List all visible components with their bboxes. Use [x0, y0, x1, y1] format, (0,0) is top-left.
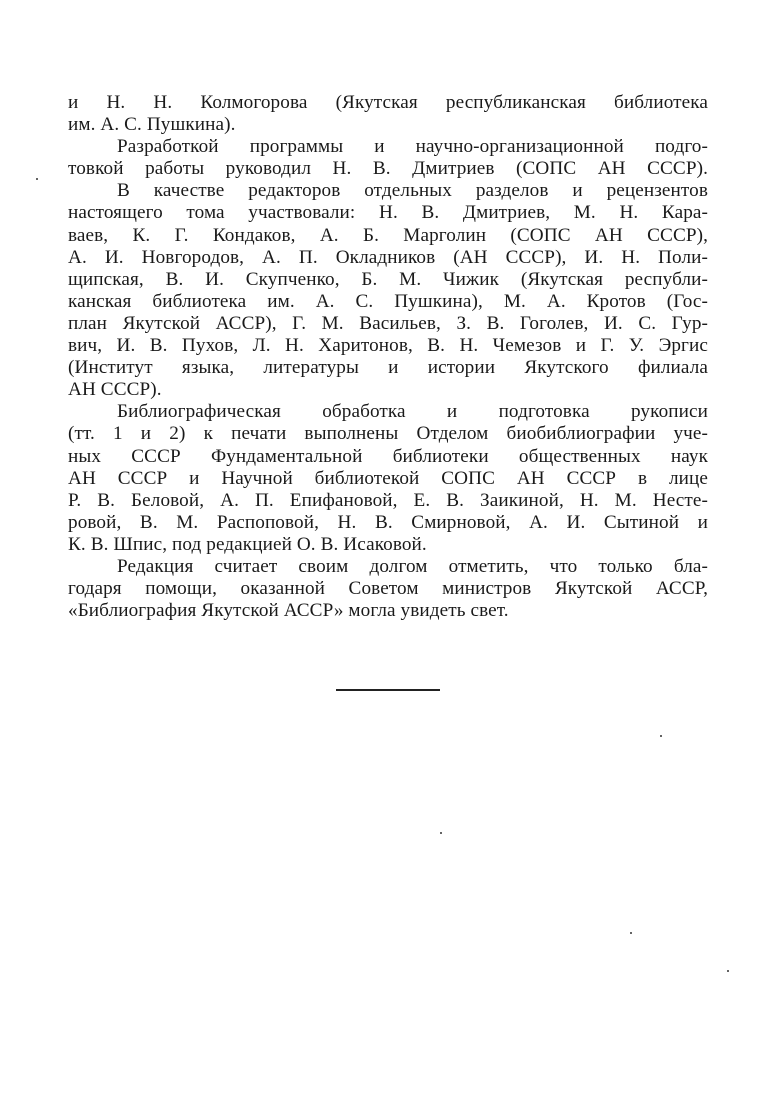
paper-speck: [660, 735, 662, 737]
text-line: щипская, В. И. Скупченко, Б. М. Чижик (Якутская республи-: [68, 268, 708, 290]
text-line: канская библиотека им. А. С. Пушкина), М. А. Кротов (Гос-: [68, 290, 708, 312]
text-line: и Н. Н. Колмогорова (Якутская республиканская библиотека: [68, 92, 708, 113]
text-line: Редакция считает своим долгом отметить, что только бла-: [117, 555, 708, 577]
text-line: план Якутской АССР), Г. М. Васильев, З. В. Гоголев, И. С. Гур-: [68, 312, 708, 334]
paper-speck: [36, 178, 38, 180]
page-text: [68, 92, 708, 622]
text-line: настоящего тома участвовали: Н. В. Дмитриев, М. Н. Кара-: [68, 202, 708, 224]
paragraph-continuation: [68, 92, 708, 136]
paragraph-program-development: [68, 136, 708, 180]
text-line: АН СССР и Научной библиотекой СОПС АН СССР в лице: [68, 467, 708, 489]
paper-speck: [727, 970, 729, 972]
paragraph-editors-reviewers: [68, 180, 708, 401]
text-line: «Библиография Якутской АССР» могла увидеть свет.: [68, 600, 509, 622]
text-line: ровой, В. М. Распоповой, Н. В. Смирновой, А. И. Сытиной и: [68, 511, 708, 533]
section-end-rule: [336, 689, 440, 691]
text-line: вич, И. В. Пухов, Л. Н. Харитонов, В. Н. Чемезов и Г. У. Эргис: [68, 335, 708, 357]
text-line: (Институт языка, литературы и истории Якутского филиала: [68, 357, 708, 379]
text-line: ваев, К. Г. Кондаков, А. Б. Марголин (СОПС АН СССР),: [68, 224, 708, 246]
text-line: К. В. Шпис, под редакцией О. В. Исаковой.: [68, 533, 427, 555]
paper-speck: [440, 832, 442, 834]
text-line: Р. В. Беловой, А. П. Епифановой, Е. В. Заикиной, Н. М. Несте-: [68, 489, 708, 511]
paragraph-bibliographic-processing: [68, 401, 708, 556]
text-line: ных СССР Фундаментальной библиотеки общественных наук: [68, 445, 708, 467]
text-line: АН СССР).: [68, 379, 162, 401]
paragraph-acknowledgement: [68, 556, 708, 622]
text-line: им. А. С. Пушкина).: [68, 114, 236, 136]
text-line: Библиографическая обработка и подготовка рукописи: [117, 401, 708, 423]
text-line: Разработкой программы и научно-организационной подго-: [117, 136, 708, 158]
text-line: товкой работы руководил Н. В. Дмитриев (СОПС АН СССР).: [68, 158, 708, 180]
text-line: (тт. 1 и 2) к печати выполнены Отделом биобиблиографии уче-: [68, 423, 708, 445]
paper-speck: [630, 932, 632, 934]
text-line: годаря помощи, оказанной Советом министров Якутской АССР,: [68, 578, 708, 600]
text-line: В качестве редакторов отдельных разделов и рецензентов: [117, 180, 708, 202]
text-line: А. И. Новгородов, А. П. Окладников (АН СССР), И. Н. Поли-: [68, 246, 708, 268]
